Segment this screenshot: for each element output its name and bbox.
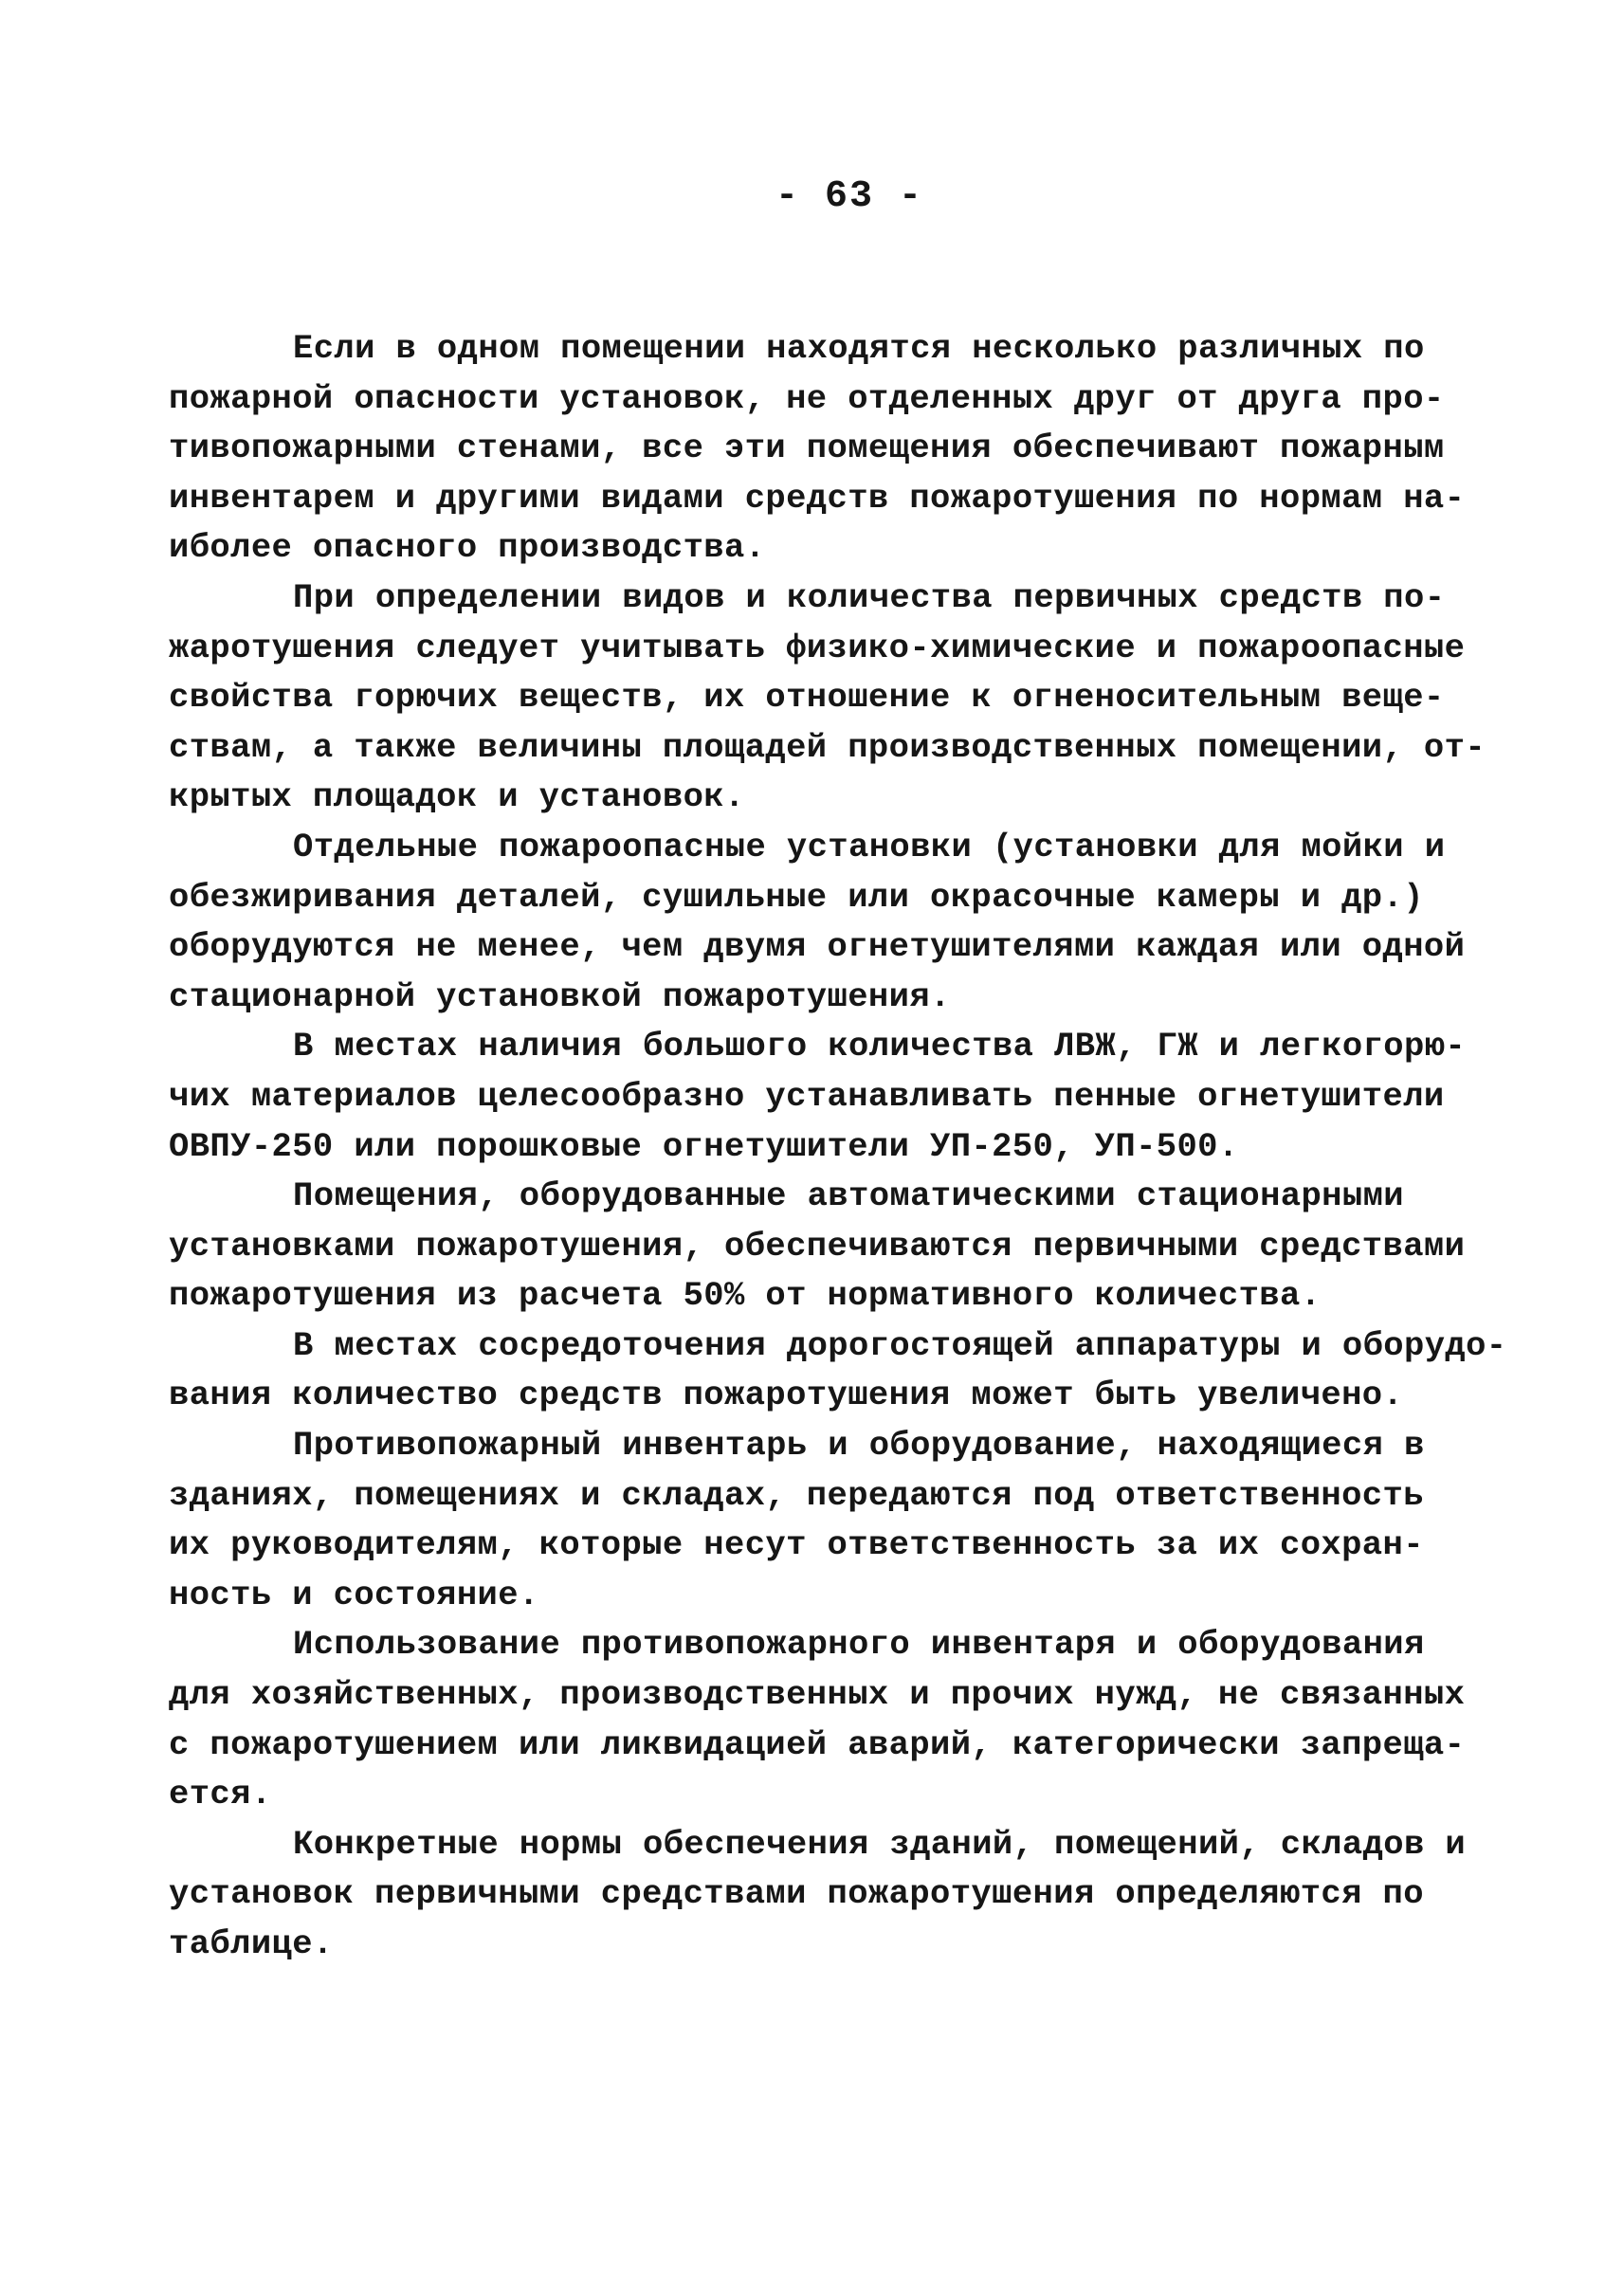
text-line: установок первичными средствами пожаротушения определяются по [169, 1874, 1424, 1914]
text-line: ность и состояние. [169, 1575, 539, 1614]
text-line: стационарной установкой пожаротушения. [169, 976, 951, 1016]
text-line: оборудуются не менее, чем двумя огнетушителями каждая или одной [169, 927, 1466, 967]
text-line: с пожаротушением или ликвидацией аварий, категорически запреща- [169, 1724, 1466, 1764]
text-line: обезжиривания деталей, сушильные или окрасочные камеры и др.) [169, 877, 1424, 917]
text-line: свойства горючих веществ, их отношение к огненосительным веще- [169, 678, 1445, 718]
paragraph-first-line: Отдельные пожароопасные установки (установки для мойки и [293, 827, 1446, 866]
page-number: - 63 - [775, 175, 924, 218]
text-line: вания количество средств пожаротушения может быть увеличено. [169, 1376, 1404, 1415]
text-line: жаротушения следует учитывать физико-химические и пожароопасные [169, 628, 1466, 667]
text-line: ствам, а также величины площадей производственных помещении, от- [169, 727, 1486, 767]
paragraph-first-line: Конкретные нормы обеспечения зданий, помещений, складов и [293, 1824, 1467, 1864]
text-line: установками пожаротушения, обеспечиваются первичными средствами [169, 1226, 1466, 1266]
text-line: для хозяйственных, производственных и прочих нужд, не связанных [169, 1675, 1466, 1715]
text-line: зданиях, помещениях и складах, передаются под ответственность [169, 1475, 1424, 1515]
paragraph-first-line: В местах наличия большого количества ЛВЖ, ГЖ и легкогорю- [293, 1027, 1467, 1066]
text-line: инвентарем и другими видами средств пожаротушения по нормам на- [169, 478, 1466, 518]
text-line: пожарной опасности установок, не отделенных друг от друга про- [169, 378, 1445, 418]
paragraph-first-line: В местах сосредоточения дорогостоящей аппаратуры и оборудо- [293, 1325, 1507, 1365]
text-line: ОВПУ-250 или порошковые огнетушители УП-250, УП-500. [169, 1126, 1239, 1166]
text-line: таблице. [169, 1924, 334, 1963]
text-line: ется. [169, 1775, 272, 1814]
text-line: тивопожарными стенами, все эти помещения обеспечивают пожарным [169, 428, 1445, 468]
paragraph-first-line: Использование противопожарного инвентаря и оборудования [293, 1625, 1425, 1665]
paragraph-first-line: Помещения, оборудованные автоматическими стационарными [293, 1176, 1404, 1216]
text-line: крытых площадок и установок. [169, 777, 745, 817]
paragraph-first-line: При определении видов и количества первичных средств по- [293, 577, 1446, 617]
paragraph-first-line: Противопожарный инвентарь и оборудование, находящиеся в [293, 1426, 1425, 1466]
paragraph-first-line: Если в одном помещении находятся несколько различных по [293, 329, 1425, 368]
body-text [169, 324, 1507, 1970]
text-line: чих материалов целесообразно устанавливать пенные огнетушители [169, 1076, 1445, 1116]
text-line: их руководителям, которые несут ответственность за их сохран- [169, 1525, 1424, 1565]
text-line: пожаротушения из расчета 50% от нормативного количества. [169, 1276, 1322, 1316]
text-line: иболее опасного производства. [169, 528, 766, 568]
